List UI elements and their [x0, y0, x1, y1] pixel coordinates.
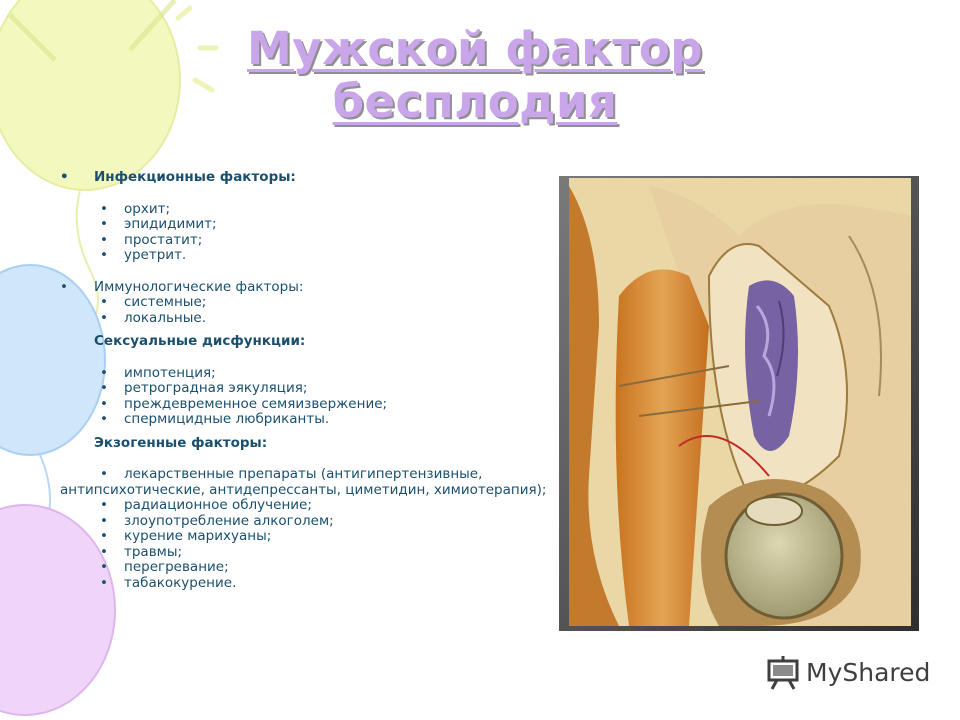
- bullet: •: [60, 278, 68, 295]
- list-item: • лекарственные препараты (антигипертензивные, антипсихотические, антидепрессанты, циметидин, химиотерапия);: [60, 466, 547, 498]
- list-item: • орхит;: [100, 200, 171, 217]
- presentation-board-icon: [766, 656, 802, 690]
- list-item: • эпидидимит;: [100, 216, 217, 232]
- slide-body: [60, 170, 550, 591]
- anatomy-illustration: [559, 176, 919, 631]
- list-item: • спермицидные любриканты.: [100, 411, 330, 427]
- list-item: • перегревание;: [100, 559, 229, 575]
- title-line-2: бесплодия: [332, 75, 618, 128]
- logo-text: MyShared: [806, 658, 931, 687]
- list-item: • ретроградная эякуляция;: [100, 380, 308, 396]
- section-exogenous-heading: Экзогенные факторы:: [94, 434, 268, 451]
- list-item: • травмы;: [100, 543, 183, 560]
- section-sexual-heading: Сексуальные дисфункции:: [94, 333, 306, 349]
- bullet: •: [60, 169, 69, 185]
- list-item: • табакокурение.: [100, 574, 237, 591]
- list-item: • курение марихуаны;: [100, 528, 272, 544]
- section-immunological-heading: • Иммунологические факторы:: [60, 278, 304, 295]
- list-item: • радиационное облучение;: [100, 497, 312, 513]
- list-item: • системные;: [100, 294, 207, 310]
- section-infectious-heading: • Инфекционные факторы:: [60, 169, 296, 185]
- list-item: • злоупотребление алкоголем;: [100, 512, 334, 529]
- list-item: • импотенция;: [100, 364, 216, 381]
- list-item: • преждевременное семяизвержение;: [100, 395, 388, 412]
- list-item: • локальные.: [100, 309, 206, 326]
- title-line-1: Мужской фактор: [247, 22, 703, 75]
- list-item: • простатит;: [100, 231, 203, 248]
- myshared-logo: [766, 656, 931, 690]
- list-item: • уретрит.: [100, 247, 187, 263]
- slide-title[interactable]: [150, 22, 800, 128]
- title-link[interactable]: [247, 22, 703, 128]
